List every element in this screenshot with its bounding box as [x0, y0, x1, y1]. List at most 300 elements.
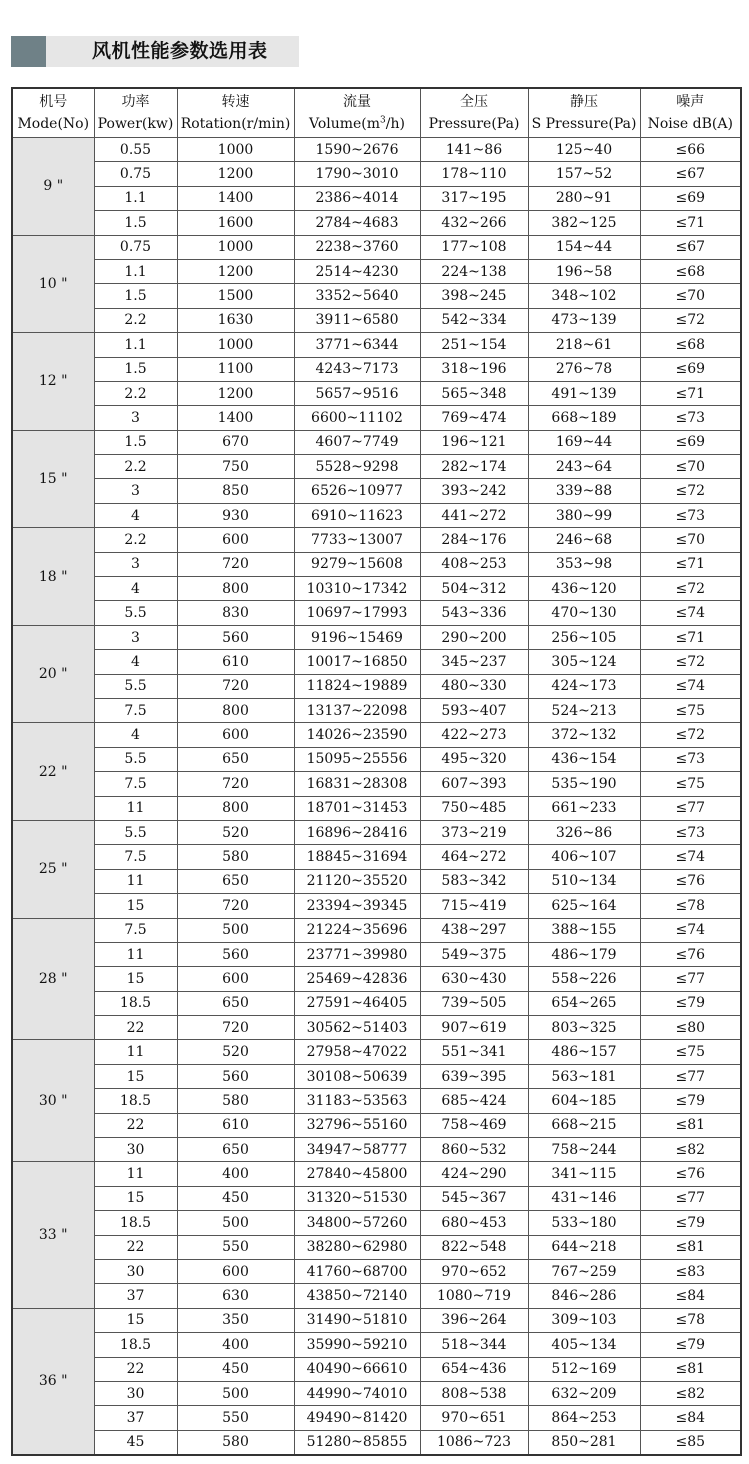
rotation-cell: 560: [177, 942, 294, 966]
model-cell: 18 ": [12, 528, 94, 626]
volume-cell: 9196~15469: [294, 625, 420, 649]
static-pressure-cell: 654~265: [528, 991, 640, 1015]
static-pressure-cell: 758~244: [528, 1138, 640, 1162]
static-pressure-cell: 632~209: [528, 1381, 640, 1405]
volume-cell: 35990~59210: [294, 1333, 420, 1357]
table-row: [12, 942, 741, 966]
volume-cell: 6526~10977: [294, 479, 420, 503]
rotation-cell: 610: [177, 650, 294, 674]
table-row: [12, 1235, 741, 1259]
rotation-cell: 1600: [177, 211, 294, 235]
power-cell: 18.5: [94, 1333, 177, 1357]
table-row: [12, 747, 741, 771]
header-pressure: 全压 Pressure(Pa): [420, 88, 528, 138]
static-pressure-cell: 535~190: [528, 772, 640, 796]
pressure-cell: 860~532: [420, 1138, 528, 1162]
volume-cell: 40490~66610: [294, 1357, 420, 1381]
noise-cell: ≤77: [640, 796, 741, 820]
noise-cell: ≤72: [640, 650, 741, 674]
pressure-cell: 1080~719: [420, 1284, 528, 1308]
power-cell: 7.5: [94, 698, 177, 722]
power-cell: 5.5: [94, 747, 177, 771]
pressure-cell: 970~652: [420, 1259, 528, 1283]
static-pressure-cell: 533~180: [528, 1211, 640, 1235]
rotation-cell: 610: [177, 1113, 294, 1137]
table-row: [12, 1113, 741, 1137]
pressure-cell: 317~195: [420, 186, 528, 210]
rotation-cell: 1400: [177, 186, 294, 210]
power-cell: 1.1: [94, 186, 177, 210]
rotation-cell: 1000: [177, 333, 294, 357]
table-row: [12, 820, 741, 844]
table-row: [12, 1381, 741, 1405]
pressure-cell: 822~548: [420, 1235, 528, 1259]
table-row: [12, 796, 741, 820]
rotation-cell: 650: [177, 869, 294, 893]
volume-cell: 15095~25556: [294, 747, 420, 771]
volume-cell: 5657~9516: [294, 381, 420, 405]
rotation-cell: 450: [177, 1186, 294, 1210]
rotation-cell: 520: [177, 1040, 294, 1064]
table-row: [12, 1406, 741, 1430]
pressure-cell: 907~619: [420, 1016, 528, 1040]
rotation-cell: 520: [177, 820, 294, 844]
pressure-cell: 424~290: [420, 1162, 528, 1186]
header-static-pressure: 静压 S Pressure(Pa): [528, 88, 640, 138]
volume-cell: 25469~42836: [294, 967, 420, 991]
volume-cell: 44990~74010: [294, 1381, 420, 1405]
noise-cell: ≤84: [640, 1284, 741, 1308]
power-cell: 7.5: [94, 845, 177, 869]
power-cell: 3: [94, 479, 177, 503]
table-row: [12, 894, 741, 918]
rotation-cell: 720: [177, 1016, 294, 1040]
pressure-cell: 345~237: [420, 650, 528, 674]
rotation-cell: 600: [177, 967, 294, 991]
header-volume: 流量 $Volume(m^3/h)$: [294, 88, 420, 138]
volume-cell: 21120~35520: [294, 869, 420, 893]
static-pressure-cell: 563~181: [528, 1064, 640, 1088]
volume-cell: 18701~31453: [294, 796, 420, 820]
table-row: [12, 869, 741, 893]
static-pressure-cell: 382~125: [528, 211, 640, 235]
power-cell: 3: [94, 552, 177, 576]
static-pressure-cell: 491~139: [528, 381, 640, 405]
pressure-cell: 543~336: [420, 601, 528, 625]
pressure-cell: 196~121: [420, 430, 528, 454]
static-pressure-cell: 353~98: [528, 552, 640, 576]
rotation-cell: 580: [177, 1089, 294, 1113]
noise-cell: ≤73: [640, 747, 741, 771]
volume-cell: 31490~51810: [294, 1308, 420, 1332]
noise-cell: ≤69: [640, 186, 741, 210]
static-pressure-cell: 668~189: [528, 406, 640, 430]
noise-cell: ≤85: [640, 1430, 741, 1455]
pressure-cell: 282~174: [420, 455, 528, 479]
static-pressure-cell: 767~259: [528, 1259, 640, 1283]
pressure-cell: 464~272: [420, 845, 528, 869]
pressure-cell: 593~407: [420, 698, 528, 722]
static-pressure-cell: 246~68: [528, 528, 640, 552]
rotation-cell: 1400: [177, 406, 294, 430]
table-row: [12, 162, 741, 186]
volume-cell: 21224~35696: [294, 918, 420, 942]
table-row: [12, 455, 741, 479]
table-row: [12, 1357, 741, 1381]
table-row: [12, 650, 741, 674]
noise-cell: ≤75: [640, 698, 741, 722]
volume-cell: 2784~4683: [294, 211, 420, 235]
volume-cell: 10310~17342: [294, 577, 420, 601]
fan-performance-table: [11, 87, 742, 1456]
noise-cell: ≤74: [640, 845, 741, 869]
volume-cell: 2238~3760: [294, 235, 420, 259]
static-pressure-cell: 256~105: [528, 625, 640, 649]
pressure-cell: 808~538: [420, 1381, 528, 1405]
pressure-cell: 393~242: [420, 479, 528, 503]
pressure-cell: 432~266: [420, 211, 528, 235]
static-pressure-cell: 864~253: [528, 1406, 640, 1430]
table-row: [12, 625, 741, 649]
model-cell: 30 ": [12, 1040, 94, 1162]
static-pressure-cell: 388~155: [528, 918, 640, 942]
pressure-cell: 251~154: [420, 333, 528, 357]
pressure-cell: 680~453: [420, 1211, 528, 1235]
rotation-cell: 600: [177, 528, 294, 552]
rotation-cell: 800: [177, 698, 294, 722]
noise-cell: ≤77: [640, 1186, 741, 1210]
table-row: [12, 1016, 741, 1040]
volume-cell: 49490~81420: [294, 1406, 420, 1430]
pressure-cell: 1086~723: [420, 1430, 528, 1455]
model-cell: 33 ": [12, 1162, 94, 1308]
volume-cell: 31320~51530: [294, 1186, 420, 1210]
noise-cell: ≤76: [640, 869, 741, 893]
power-cell: 15: [94, 1308, 177, 1332]
noise-cell: ≤78: [640, 894, 741, 918]
static-pressure-cell: 850~281: [528, 1430, 640, 1455]
table-row: [12, 430, 741, 454]
table-row: [12, 308, 741, 332]
rotation-cell: 1000: [177, 138, 294, 162]
noise-cell: ≤72: [640, 577, 741, 601]
pressure-cell: 715~419: [420, 894, 528, 918]
volume-cell: 10697~17993: [294, 601, 420, 625]
static-pressure-cell: 154~44: [528, 235, 640, 259]
rotation-cell: 350: [177, 1308, 294, 1332]
noise-cell: ≤69: [640, 430, 741, 454]
table-row: [12, 577, 741, 601]
table-row: [12, 1284, 741, 1308]
pressure-cell: 177~108: [420, 235, 528, 259]
power-cell: 7.5: [94, 772, 177, 796]
table-row: [12, 1040, 741, 1064]
title-bar: [11, 36, 299, 67]
static-pressure-cell: 339~88: [528, 479, 640, 503]
model-cell: 22 ": [12, 723, 94, 821]
pressure-cell: 178~110: [420, 162, 528, 186]
noise-cell: ≤71: [640, 552, 741, 576]
rotation-cell: 400: [177, 1333, 294, 1357]
noise-cell: ≤79: [640, 1211, 741, 1235]
pressure-cell: 769~474: [420, 406, 528, 430]
model-cell: 9 ": [12, 138, 94, 236]
static-pressure-cell: 604~185: [528, 1089, 640, 1113]
power-cell: 18.5: [94, 1089, 177, 1113]
rotation-cell: 580: [177, 1430, 294, 1455]
volume-cell: 9279~15608: [294, 552, 420, 576]
static-pressure-cell: 280~91: [528, 186, 640, 210]
power-cell: 5.5: [94, 820, 177, 844]
table-row: [12, 381, 741, 405]
noise-cell: ≤68: [640, 259, 741, 283]
table-row: [12, 991, 741, 1015]
volume-cell: 1790~3010: [294, 162, 420, 186]
noise-cell: ≤81: [640, 1357, 741, 1381]
table-row: [12, 235, 741, 259]
rotation-cell: 560: [177, 625, 294, 649]
static-pressure-cell: 405~134: [528, 1333, 640, 1357]
rotation-cell: 600: [177, 723, 294, 747]
static-pressure-cell: 436~154: [528, 747, 640, 771]
pressure-cell: 607~393: [420, 772, 528, 796]
noise-cell: ≤82: [640, 1138, 741, 1162]
power-cell: 1.5: [94, 284, 177, 308]
power-cell: 5.5: [94, 601, 177, 625]
noise-cell: ≤70: [640, 528, 741, 552]
power-cell: 15: [94, 1064, 177, 1088]
noise-cell: ≤76: [640, 942, 741, 966]
pressure-cell: 396~264: [420, 1308, 528, 1332]
volume-cell: 23771~39980: [294, 942, 420, 966]
static-pressure-cell: 625~164: [528, 894, 640, 918]
noise-cell: ≤72: [640, 723, 741, 747]
table-row: [12, 1430, 741, 1455]
model-cell: 12 ": [12, 333, 94, 431]
table-header-row: [12, 88, 741, 138]
volume-cell: 43850~72140: [294, 1284, 420, 1308]
rotation-cell: 500: [177, 1211, 294, 1235]
header-rotation: 转速 Rotation(r/min): [177, 88, 294, 138]
power-cell: 1.1: [94, 259, 177, 283]
rotation-cell: 1200: [177, 381, 294, 405]
table-row: [12, 528, 741, 552]
static-pressure-cell: 510~134: [528, 869, 640, 893]
power-cell: 22: [94, 1113, 177, 1137]
static-pressure-cell: 196~58: [528, 259, 640, 283]
static-pressure-cell: 661~233: [528, 796, 640, 820]
volume-cell: 30562~51403: [294, 1016, 420, 1040]
noise-cell: ≤75: [640, 772, 741, 796]
static-pressure-cell: 486~179: [528, 942, 640, 966]
rotation-cell: 850: [177, 479, 294, 503]
model-cell: 10 ": [12, 235, 94, 333]
pressure-cell: 654~436: [420, 1357, 528, 1381]
noise-cell: ≤79: [640, 1089, 741, 1113]
power-cell: 0.75: [94, 235, 177, 259]
volume-cell: 16831~28308: [294, 772, 420, 796]
pressure-cell: 630~430: [420, 967, 528, 991]
power-cell: 0.75: [94, 162, 177, 186]
volume-cell: 41760~68700: [294, 1259, 420, 1283]
power-cell: 37: [94, 1284, 177, 1308]
pressure-cell: 518~344: [420, 1333, 528, 1357]
static-pressure-cell: 424~173: [528, 674, 640, 698]
rotation-cell: 630: [177, 1284, 294, 1308]
pressure-cell: 141~86: [420, 138, 528, 162]
noise-cell: ≤78: [640, 1308, 741, 1332]
pressure-cell: 542~334: [420, 308, 528, 332]
power-cell: 11: [94, 942, 177, 966]
power-cell: 1.5: [94, 211, 177, 235]
rotation-cell: 550: [177, 1406, 294, 1430]
table-row: [12, 1064, 741, 1088]
pressure-cell: 545~367: [420, 1186, 528, 1210]
noise-cell: ≤81: [640, 1235, 741, 1259]
table-row: [12, 845, 741, 869]
power-cell: 7.5: [94, 918, 177, 942]
power-cell: 4: [94, 650, 177, 674]
noise-cell: ≤73: [640, 820, 741, 844]
static-pressure-cell: 372~132: [528, 723, 640, 747]
pressure-cell: 480~330: [420, 674, 528, 698]
static-pressure-cell: 380~99: [528, 503, 640, 527]
static-pressure-cell: 524~213: [528, 698, 640, 722]
volume-cell: 38280~62980: [294, 1235, 420, 1259]
noise-cell: ≤71: [640, 211, 741, 235]
volume-cell: 27840~45800: [294, 1162, 420, 1186]
model-cell: 28 ": [12, 918, 94, 1040]
rotation-cell: 600: [177, 1259, 294, 1283]
power-cell: 1.5: [94, 430, 177, 454]
power-cell: 4: [94, 577, 177, 601]
page-title: 风机性能参数选用表: [92, 40, 268, 62]
table-row: [12, 138, 741, 162]
noise-cell: ≤83: [640, 1259, 741, 1283]
table-row: [12, 406, 741, 430]
rotation-cell: 830: [177, 601, 294, 625]
noise-cell: ≤84: [640, 1406, 741, 1430]
power-cell: 2.2: [94, 528, 177, 552]
pressure-cell: 565~348: [420, 381, 528, 405]
noise-cell: ≤77: [640, 967, 741, 991]
volume-cell: 3771~6344: [294, 333, 420, 357]
power-cell: 30: [94, 1138, 177, 1162]
rotation-cell: 720: [177, 552, 294, 576]
noise-cell: ≤67: [640, 162, 741, 186]
noise-cell: ≤74: [640, 918, 741, 942]
pressure-cell: 398~245: [420, 284, 528, 308]
noise-cell: ≤72: [640, 479, 741, 503]
table-row: [12, 211, 741, 235]
rotation-cell: 1200: [177, 259, 294, 283]
rotation-cell: 1000: [177, 235, 294, 259]
rotation-cell: 1200: [177, 162, 294, 186]
rotation-cell: 550: [177, 1235, 294, 1259]
pressure-cell: 583~342: [420, 869, 528, 893]
table-row: [12, 1211, 741, 1235]
noise-cell: ≤68: [640, 333, 741, 357]
volume-cell: 3352~5640: [294, 284, 420, 308]
pressure-cell: 422~273: [420, 723, 528, 747]
volume-cell: 34947~58777: [294, 1138, 420, 1162]
pressure-cell: 290~200: [420, 625, 528, 649]
noise-cell: ≤75: [640, 1040, 741, 1064]
noise-cell: ≤69: [640, 357, 741, 381]
noise-cell: ≤73: [640, 406, 741, 430]
header-model: 机号 Mode(No): [12, 88, 94, 138]
pressure-cell: 758~469: [420, 1113, 528, 1137]
table-row: [12, 1259, 741, 1283]
table-row: [12, 259, 741, 283]
noise-cell: ≤73: [640, 503, 741, 527]
noise-cell: ≤79: [640, 1333, 741, 1357]
table-row: [12, 357, 741, 381]
volume-cell: 2386~4014: [294, 186, 420, 210]
noise-cell: ≤74: [640, 674, 741, 698]
power-cell: 1.5: [94, 357, 177, 381]
static-pressure-cell: 436~120: [528, 577, 640, 601]
rotation-cell: 930: [177, 503, 294, 527]
pressure-cell: 438~297: [420, 918, 528, 942]
static-pressure-cell: 644~218: [528, 1235, 640, 1259]
table-row: [12, 186, 741, 210]
volume-cell: 32796~55160: [294, 1113, 420, 1137]
static-pressure-cell: 218~61: [528, 333, 640, 357]
power-cell: 11: [94, 869, 177, 893]
volume-cell: 23394~39345: [294, 894, 420, 918]
volume-cell: 10017~16850: [294, 650, 420, 674]
static-pressure-cell: 846~286: [528, 1284, 640, 1308]
table-row: [12, 698, 741, 722]
title-accent-square: [11, 36, 46, 67]
table-row: [12, 1162, 741, 1186]
power-cell: 45: [94, 1430, 177, 1455]
static-pressure-cell: 276~78: [528, 357, 640, 381]
model-cell: 25 ": [12, 820, 94, 918]
table-row: [12, 674, 741, 698]
static-pressure-cell: 431~146: [528, 1186, 640, 1210]
pressure-cell: 495~320: [420, 747, 528, 771]
power-cell: 15: [94, 967, 177, 991]
table-row: [12, 1186, 741, 1210]
volume-cell: 31183~53563: [294, 1089, 420, 1113]
volume-cell: 11824~19889: [294, 674, 420, 698]
rotation-cell: 1500: [177, 284, 294, 308]
static-pressure-cell: 406~107: [528, 845, 640, 869]
noise-cell: ≤70: [640, 455, 741, 479]
power-cell: 22: [94, 1357, 177, 1381]
pressure-cell: 685~424: [420, 1089, 528, 1113]
pressure-cell: 408~253: [420, 552, 528, 576]
pressure-cell: 318~196: [420, 357, 528, 381]
noise-cell: ≤80: [640, 1016, 741, 1040]
static-pressure-cell: 512~169: [528, 1357, 640, 1381]
rotation-cell: 670: [177, 430, 294, 454]
noise-cell: ≤74: [640, 601, 741, 625]
static-pressure-cell: 803~325: [528, 1016, 640, 1040]
noise-cell: ≤81: [640, 1113, 741, 1137]
table-row: [12, 967, 741, 991]
static-pressure-cell: 486~157: [528, 1040, 640, 1064]
model-cell: 20 ": [12, 625, 94, 723]
volume-cell: 14026~23590: [294, 723, 420, 747]
rotation-cell: 500: [177, 1381, 294, 1405]
noise-cell: ≤76: [640, 1162, 741, 1186]
volume-cell: 2514~4230: [294, 259, 420, 283]
power-cell: 37: [94, 1406, 177, 1430]
volume-cell: 7733~13007: [294, 528, 420, 552]
